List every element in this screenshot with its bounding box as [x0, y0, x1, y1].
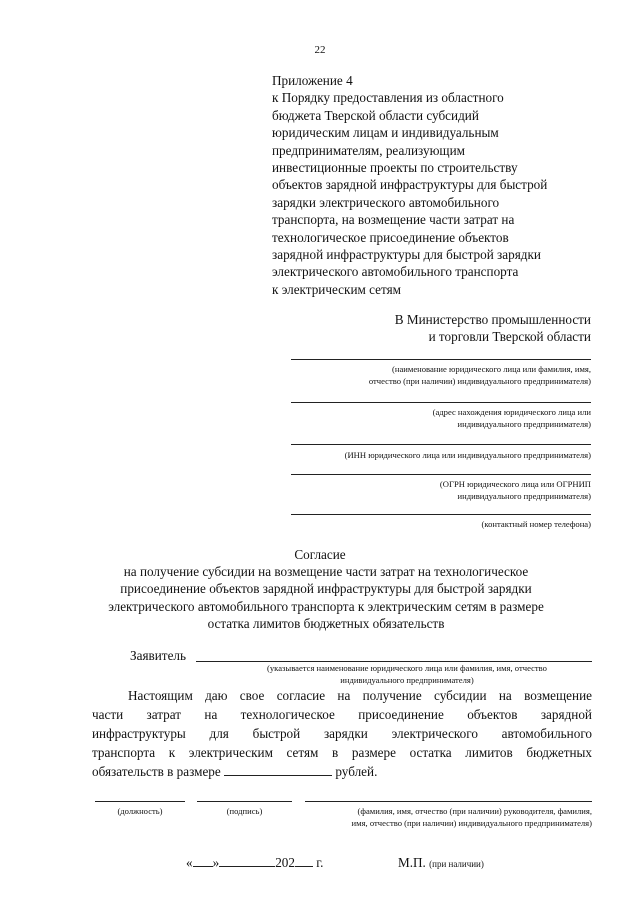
subtitle-line: на получение субсидии на возмещение части затрат на технологическое [123, 564, 529, 579]
appendix-line: электрического автомобильного транспорта [272, 264, 519, 280]
body-line: Настоящим даю свое согласие на получение субсидии на возмещение [128, 688, 592, 703]
caption-text: имя, отчество (при наличии) индивидуального предпринимателя) [351, 818, 592, 828]
signer-name-field-line[interactable] [305, 801, 592, 802]
position-caption: (должность) [117, 806, 163, 816]
date-open-quote: « [186, 855, 193, 870]
appendix-line: бюджета Тверской области субсидий [272, 107, 479, 123]
phone-field-line[interactable] [291, 514, 591, 515]
document-subtitle [60, 563, 592, 633]
stamp-mark [398, 855, 484, 871]
page-number: 22 [314, 44, 326, 56]
month-field[interactable] [219, 855, 275, 867]
appendix-line: предпринимателям, реализующим [272, 142, 465, 158]
caption-text: (ИНН юридического лица или индивидуального предпринимателя) [344, 450, 591, 460]
appendix-line: Приложение 4 [272, 73, 353, 88]
day-field[interactable] [193, 855, 213, 867]
caption-text: индивидуального предпринимателя) [457, 419, 591, 429]
applicant-caption [222, 662, 592, 686]
address-field-caption [433, 406, 591, 430]
subtitle-line: электрического автомобильного транспорта к электрическим сетям в размере [108, 598, 544, 614]
signature-field-line[interactable] [197, 801, 292, 802]
appendix-line: к Порядку предоставления из областного [272, 90, 504, 106]
appendix-line: инвестиционные проекты по строительству [272, 160, 518, 176]
caption-text: (ОГРН юридического лица или ОГРНИП [439, 479, 591, 489]
consent-body [92, 686, 592, 781]
subtitle-line: присоединение объектов зарядной инфраструктуры для быстрой зарядки [120, 581, 532, 597]
phone-field-caption [482, 518, 591, 530]
subtitle-line: остатка лимитов бюджетных обязательств [207, 616, 445, 632]
recipient-line: и торговли Тверской области [428, 329, 591, 345]
caption-text: отчество (при наличии) индивидуального предпринимателя) [368, 376, 591, 386]
appendix-header [272, 72, 602, 298]
body-text: обязательств в размере [92, 764, 221, 779]
stamp-label: М.П. [398, 855, 426, 870]
year-digit-field[interactable] [295, 855, 313, 867]
document-title: Согласие [294, 547, 346, 562]
name-field-caption [369, 363, 591, 387]
inn-field-line[interactable] [291, 444, 591, 445]
recipient-line: В Министерство промышленности [394, 312, 591, 327]
date-field [186, 855, 323, 871]
date-year: 202 [275, 855, 295, 870]
body-line: части затрат на технологическое присоединение объектов зарядной [92, 707, 592, 722]
caption-text: индивидуального предпринимателя) [340, 675, 474, 685]
applicant-label: Заявитель [130, 648, 187, 663]
caption-text: (наименование юридического лица или фамилия, имя, [392, 364, 591, 374]
appendix-line: технологическое присоединение объектов [272, 229, 509, 245]
inn-field-caption [345, 449, 591, 461]
body-line [92, 762, 592, 781]
date-close-quote: » [212, 855, 220, 870]
caption-text: (фамилия, имя, отчество (при наличии) руководителя, фамилия, [357, 806, 592, 816]
signer-name-caption [278, 805, 592, 829]
signature-caption: (подпись) [226, 806, 263, 816]
body-text: рублей. [335, 764, 378, 779]
appendix-line: объектов зарядной инфраструктуры для быстрой [272, 177, 548, 193]
caption-text: (контактный номер телефона) [481, 519, 591, 529]
recipient-block [395, 311, 591, 346]
caption-text: (указывается наименование юридического лица или фамилия, имя, отчество [267, 663, 547, 673]
ogrn-field-line[interactable] [291, 474, 591, 475]
appendix-line: зарядки электрического автомобильного [272, 194, 500, 210]
ogrn-field-caption [440, 478, 591, 502]
position-field-line[interactable] [95, 801, 185, 802]
appendix-line: к электрическим сетям [272, 281, 402, 297]
stamp-note: (при наличии) [429, 859, 484, 869]
name-field-line[interactable] [291, 359, 591, 360]
address-field-line[interactable] [291, 402, 591, 403]
amount-field[interactable] [224, 764, 332, 776]
appendix-line: юридическим лицам и индивидуальным [272, 125, 499, 141]
date-suffix: г. [316, 855, 324, 870]
caption-text: индивидуального предпринимателя) [457, 491, 591, 501]
caption-text: (адрес нахождения юридического лица или [432, 407, 591, 417]
body-line: транспорта к электрическим сетям в размере остатка лимитов бюджетных [92, 745, 592, 760]
appendix-line: транспорта, на возмещение части затрат на [272, 212, 515, 228]
appendix-line: зарядной инфраструктуры для быстрой зарядки [272, 247, 541, 263]
body-line: инфраструктуры для быстрой зарядки электрического автомобильного [92, 726, 592, 741]
